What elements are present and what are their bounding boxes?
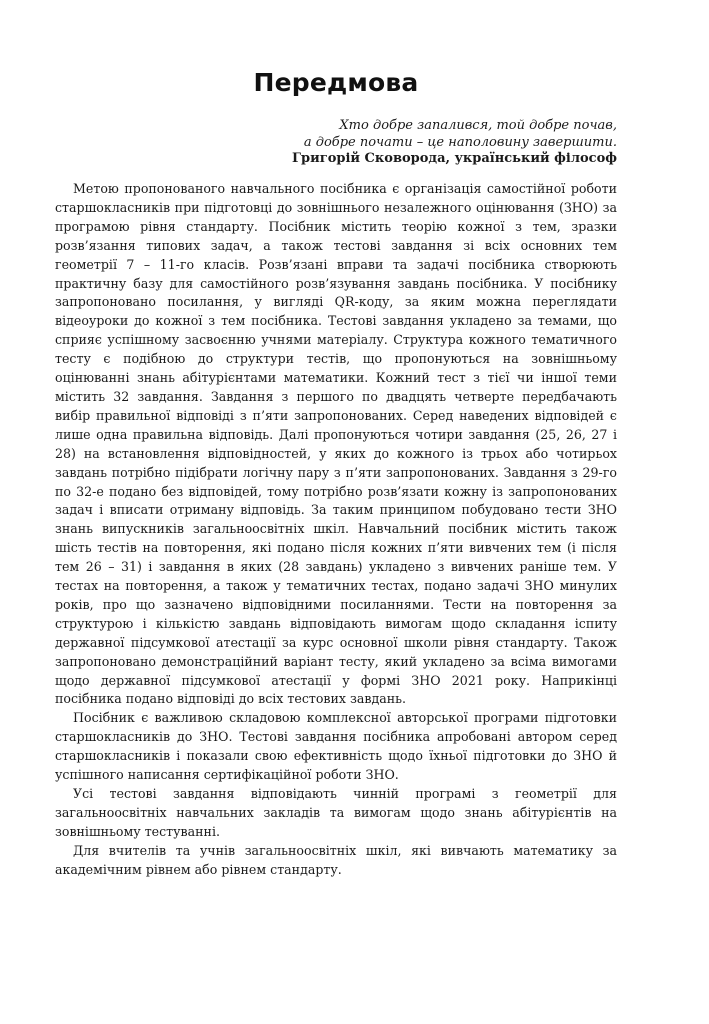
epigraph-line-2: а добре почати – це наполовину завершити.	[303, 134, 617, 150]
paragraph-2: Посібник є важливою складовою комплексної авторської програми підготовки старшокласників до ЗНО. Тестові завдання посібника апробовані автором серед старшокласників і показали свою ефективність щодо їхньої підготовки до ЗНО й успішного написання сертифікаційної роботи ЗНО.	[55, 710, 617, 783]
preface-body	[55, 180, 617, 880]
epigraph	[137, 118, 617, 168]
epigraph-line-1: Хто добре запалився, той добре почав,	[339, 118, 617, 133]
epigraph-author: Григорій Сковорода, український філософ	[292, 151, 617, 166]
paragraph-1: Метою пропонованого навчального посібника є організація самостійної роботи старшокласників при підготовці до зовнішнього незалежного оцінювання (ЗНО) за програмою рівня стандарту. Посібник містить теорію кожної з тем, зразки розв’язання типових задач, а також тестові завдання зі всіх основних тем геометрії 7 – 11-го класів. Розв’язані вправи та задачі посібника створюють практичну базу для самостійного розв’язування завдань посібника. У посібнику запропоновано посилання, у вигляді QR-коду, за яким можна переглядати відеоуроки до кожної з тем посібника. Тестові завдання укладено за темами, що сприяє успішному засвоєнню учнями матеріалу. Структура кожного тематичного тесту є подібною до структури тестів, що пропонуються на зовнішньому оцінюванні знань абітурієнтами математики. Кожний тест з тієї чи іншої теми містить 32 завдання. Завдання з першого по двадцять четверте передбачають вибір правильної відповіді з п’яти запропонованих. Серед наведених відповідей є лише одна правильна відповідь. Далі пропонуються чотири завдання (25, 26, 27 і 28) на встановлення відповідностей, у яких до кожного із трьох або чотирьох завдань потрібно підібрати логічну пару з п’яти запропонованих. Завдання з 29-го по 32-е подано без відповідей, тому потрібно розв’язати кожну із запропонованих задач і вписати отриману відповідь. За таким принципом побудовано тести ЗНО знань випускників загальноосвітніх шкіл. Навчальний посібник містить також шість тестів на повторення, які подано після кожних п’яти вивчених тем (і після тем 26 – 31) і завдання в яких (28 завдань) укладено з вивчених раніше тем. У тестах на повторення, а також у тематичних тестах, подано задачі ЗНО минулих років, про що зазначено відповідними посиланнями. Тести на повторення за структурою і кількістю завдань відповідають вимогам щодо складання іспиту державної підсумкової атестації за курс основної школи рівня стандарту. Також запропоновано демонстраційний варіант тесту, який укладено за всіма вимогами щодо державної підсумкової атестації у формі ЗНО 2021 року. Наприкінці посібника подано відповіді до всіх тестових завдань.	[55, 181, 617, 707]
page-title: Передмова	[253, 68, 419, 97]
paragraph-4: Для вчителів та учнів загальноосвітніх шкіл, які вивчають математику за академічним рівнем або рівнем стандарту.	[55, 842, 617, 877]
paragraph-3: Усі тестові завдання відповідають чинній програмі з геометрії для загальноосвітніх навчальних закладів та вимогам щодо знань абітурієнтів на зовнішньому тестуванні.	[55, 786, 617, 839]
page	[55, 0, 617, 1024]
